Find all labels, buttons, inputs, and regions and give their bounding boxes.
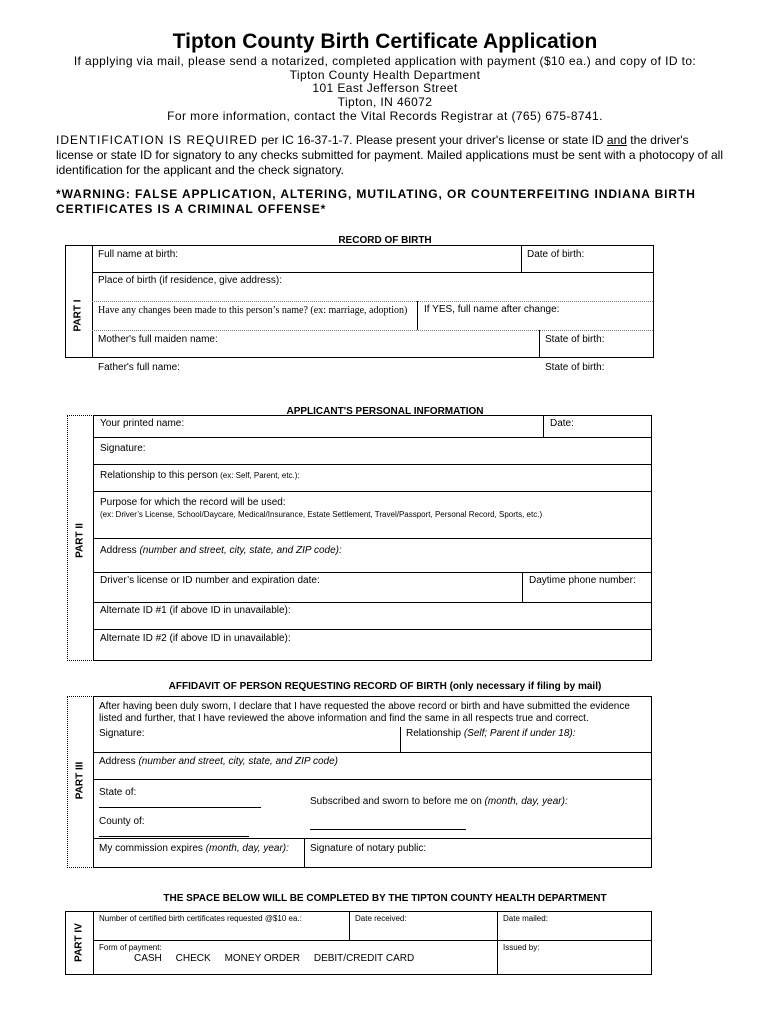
issued-by-field[interactable]: Issued by: (503, 943, 540, 952)
mail-instructions: If applying via mail, please send a notarized, completed application with payment ($10 ea.) and copy of ID to: (73, 54, 697, 68)
alternate-id1-field[interactable]: Alternate ID #1 (if above ID in unavailable): (100, 605, 291, 616)
part1-vdiv-2 (417, 301, 418, 330)
sworn-date-underline (310, 829, 466, 830)
part4-line-1 (93, 940, 652, 941)
part2-vdiv-1 (543, 415, 544, 437)
part3-line-2 (93, 779, 652, 780)
affidavit-relationship-example: (Self; Parent if under 18): (463, 728, 576, 739)
affidavit-address-label: Address (99, 756, 139, 767)
oath-line1: After having been duly sworn, I declare that I have requested the above record or birth and have submitted the evidence (99, 701, 630, 712)
full-name-field[interactable]: Full name at birth: (98, 249, 179, 260)
part1-line-3 (92, 330, 653, 331)
father-state-of-birth-field[interactable]: State of birth: (545, 362, 605, 373)
part2-line-5 (93, 572, 652, 573)
date-of-birth-field[interactable]: Date of birth: (527, 249, 585, 260)
part2-line-2 (93, 464, 652, 465)
signature-field[interactable]: Signature: (100, 443, 146, 454)
part1-line-1 (92, 272, 653, 273)
license-number-field[interactable]: Driver’s license or ID number and expiration date: (100, 575, 320, 586)
mother-maiden-name-field[interactable]: Mother's full maiden name: (98, 334, 218, 345)
oath-line2: listed and further, that I have reviewed the above information and find the same in all respects true and correct. (99, 713, 589, 724)
county-of-field[interactable]: County of: (99, 816, 145, 827)
sworn-example: (month, day, year): (484, 796, 568, 807)
part2-label: PART II (74, 523, 86, 558)
phone-number-field[interactable]: Daytime phone number: (529, 575, 636, 586)
part2-line-3 (93, 491, 652, 492)
applicant-info-heading: APPLICANT'S PERSONAL INFORMATION (286, 406, 484, 417)
warning-text: *WARNING: FALSE APPLICATION, ALTERING, MUTILATING, OR COUNTERFEITING INDIANA BIRTH CERTIFICATES IS A CRIMINAL OFFENSE* (56, 187, 696, 216)
part3-vdiv-2 (304, 838, 305, 868)
part3-vdiv-1 (400, 727, 401, 752)
identification-lead: IDENTIFICATION IS REQUIRED (56, 133, 258, 147)
affidavit-relationship-label: Relationship (406, 728, 464, 739)
record-of-birth-heading: RECORD OF BIRTH (338, 235, 432, 246)
part2-line-1 (93, 437, 652, 438)
commission-example: (month, day, year): (205, 843, 289, 854)
affidavit-address-field[interactable] (99, 756, 338, 767)
certificates-number-field[interactable]: Number of certified birth certificates requested @$10 ea.: (99, 914, 302, 923)
page-title: Tipton County Birth Certificate Application (172, 30, 598, 53)
name-changes-field[interactable]: Have any changes been made to this person’s name? (ex: marriage, adoption) (98, 305, 408, 316)
date-field[interactable]: Date: (550, 418, 574, 429)
health-department-heading: THE SPACE BELOW WILL BE COMPLETED BY THE TIPTON COUNTY HEALTH DEPARTMENT (163, 893, 607, 904)
address-example: (number and street, city, state, and ZIP code): (139, 545, 342, 556)
part4-vdiv-2 (497, 911, 498, 975)
applicant-address-field[interactable] (100, 545, 342, 556)
affidavit-heading: AFFIDAVIT OF PERSON REQUESTING RECORD OF BIRTH (only necessary if filing by mail) (168, 681, 602, 692)
date-mailed-field[interactable]: Date mailed: (503, 914, 548, 923)
part4-side-divider (93, 911, 94, 975)
contact-info: For more information, contact the Vital Records Registrar at (765) 675-8741. (167, 109, 603, 123)
part1-vdiv-3 (539, 330, 540, 358)
part3-label: PART III (74, 761, 86, 800)
address-label: Address (100, 545, 140, 556)
commission-label: My commission expires (99, 843, 206, 854)
department-name: Tipton County Health Department (289, 68, 481, 82)
payment-options[interactable]: CASH CHECK MONEY ORDER DEBIT/CREDIT CARD (134, 953, 415, 964)
identification-text2: the driver's license or state ID for signatory to any checks submitted for payment. Mailed applications must be sent with a photocopy of all identification for the applicant and the check signatory. (56, 133, 724, 177)
identification-and: and (606, 133, 627, 147)
city-state-zip: Tipton, IN 46072 (337, 95, 433, 109)
state-of-field[interactable]: State of: (99, 787, 137, 798)
identification-text1: per IC 16-37-1-7. Please present your driver's license or state ID (257, 133, 607, 147)
commission-expires-field[interactable] (99, 843, 289, 854)
part2-line-6 (93, 602, 652, 603)
street-address: 101 East Jefferson Street (312, 81, 458, 95)
part4-vdiv-1 (349, 911, 350, 940)
part2-line-7 (93, 629, 652, 630)
relationship-field[interactable] (100, 470, 300, 481)
part1-line-2 (92, 301, 653, 302)
affidavit-signature-field[interactable]: Signature: (99, 728, 145, 739)
father-full-name-field[interactable]: Father's full name: (98, 362, 180, 373)
alternate-id2-field[interactable]: Alternate ID #2 (if above ID in unavailable): (100, 633, 291, 644)
part2-vdiv-2 (522, 572, 523, 602)
part1-vdiv-1 (521, 245, 522, 272)
sworn-label: Subscribed and sworn to before me on (310, 796, 485, 807)
purpose-field[interactable]: Purpose for which the record will be used: (100, 497, 286, 508)
sworn-date-field[interactable] (310, 796, 568, 807)
place-of-birth-field[interactable]: Place of birth (if residence, give address): (98, 275, 282, 286)
form-of-payment-label: Form of payment: (99, 943, 162, 952)
part3-line-1 (93, 752, 652, 753)
name-after-change-field[interactable]: If YES, full name after change: (424, 304, 560, 315)
state-of-underline (99, 807, 261, 808)
affidavit-relationship-field[interactable] (406, 728, 576, 739)
identification-paragraph (56, 133, 726, 178)
mother-state-of-birth-field[interactable]: State of birth: (545, 334, 605, 345)
part3-line-3 (93, 838, 652, 839)
relationship-example: (ex: Self, Parent, etc.): (217, 471, 300, 480)
affidavit-address-example: (number and street, city, state, and ZIP code) (138, 756, 339, 767)
date-received-field[interactable]: Date received: (355, 914, 407, 923)
relationship-label: Relationship to this person (100, 470, 218, 481)
purpose-examples: (ex: Driver’s License, School/Daycare, Medical/Insurance, Estate Settlement, Travel/Passport, Personal Record, Sports, etc.) (100, 510, 543, 519)
part1-label: PART I (72, 299, 84, 332)
part2-line-4 (93, 538, 652, 539)
part4-label: PART IV (73, 923, 85, 962)
printed-name-field[interactable]: Your printed name: (100, 418, 185, 429)
county-of-underline (99, 836, 249, 837)
notary-signature-field[interactable]: Signature of notary public: (310, 843, 427, 854)
